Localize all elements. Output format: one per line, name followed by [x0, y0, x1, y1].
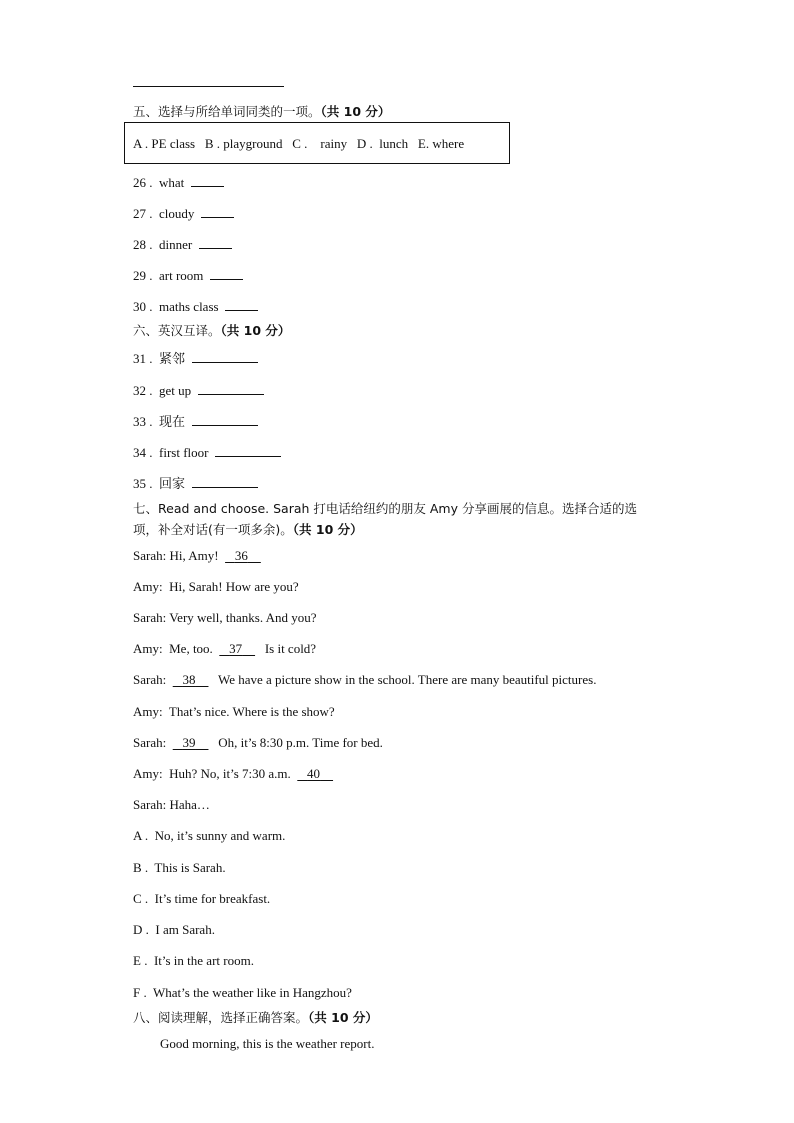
question-34: 34 . first floor [133, 444, 281, 461]
question-27: 27 . cloudy [133, 205, 234, 222]
dialogue-line: Sarah: Very well, thanks. And you? [133, 610, 317, 625]
option-a: A . No, it’s sunny and warm. [133, 828, 286, 843]
section-8-heading: 八、阅读理解，选择正确答案。（共 10 分） [133, 1010, 378, 1025]
answer-line [133, 86, 284, 87]
dialogue-line: Amy: Hi, Sarah! How are you? [133, 579, 299, 594]
question-33: 33 . 现在 [133, 413, 258, 430]
dialogue-line: Sarah: 39 Oh, it’s 8:30 p.m. Time for bed. [133, 735, 383, 750]
options-line: A . PE class B . playground C . rainy D . lunch E. where [133, 136, 465, 151]
option-f: F . What’s the weather like in Hangzhou? [133, 985, 352, 1000]
option-c: C . It’s time for breakfast. [133, 891, 271, 906]
option-b: B . This is Sarah. [133, 860, 226, 875]
question-31: 31 . 紧邻 [133, 350, 258, 367]
section-7-heading-line2: 项，补全对话(有一项多余)。（共 10 分） [133, 522, 363, 537]
question-26: 26 . what [133, 174, 224, 191]
dialogue-line: Sarah: Haha… [133, 797, 210, 812]
dialogue-line: Sarah: 38 We have a picture show in the school. There are many beautiful pictures. [133, 672, 597, 687]
question-28: 28 . dinner [133, 236, 232, 253]
question-29: 29 . art room [133, 267, 243, 284]
option-e: E . It’s in the art room. [133, 953, 254, 968]
passage-first-line: Good morning, this is the weather report. [160, 1036, 375, 1051]
option-d: D . I am Sarah. [133, 922, 215, 937]
dialogue-line: Amy: Me, too. 37 Is it cold? [133, 641, 317, 656]
question-35: 35 . 回家 [133, 475, 258, 492]
section-7-heading-line1: 七、Read and choose. Sarah 打电话给纽约的朋友 Amy 分享画展的信息。选择合适的选 [133, 501, 637, 516]
section-5-heading: 五、选择与所给单词同类的一项。（共 10 分） [133, 104, 391, 119]
section-6-heading: 六、英汉互译。（共 10 分） [133, 323, 291, 338]
dialogue-line: Sarah: Hi, Amy! 36 [133, 548, 248, 563]
question-30: 30 . maths class [133, 298, 258, 315]
dialogue-line: Amy: Huh? No, it’s 7:30 a.m. 40 [133, 766, 321, 781]
dialogue-line: Amy: That’s nice. Where is the show? [133, 704, 335, 719]
question-32: 32 . get up [133, 382, 264, 399]
